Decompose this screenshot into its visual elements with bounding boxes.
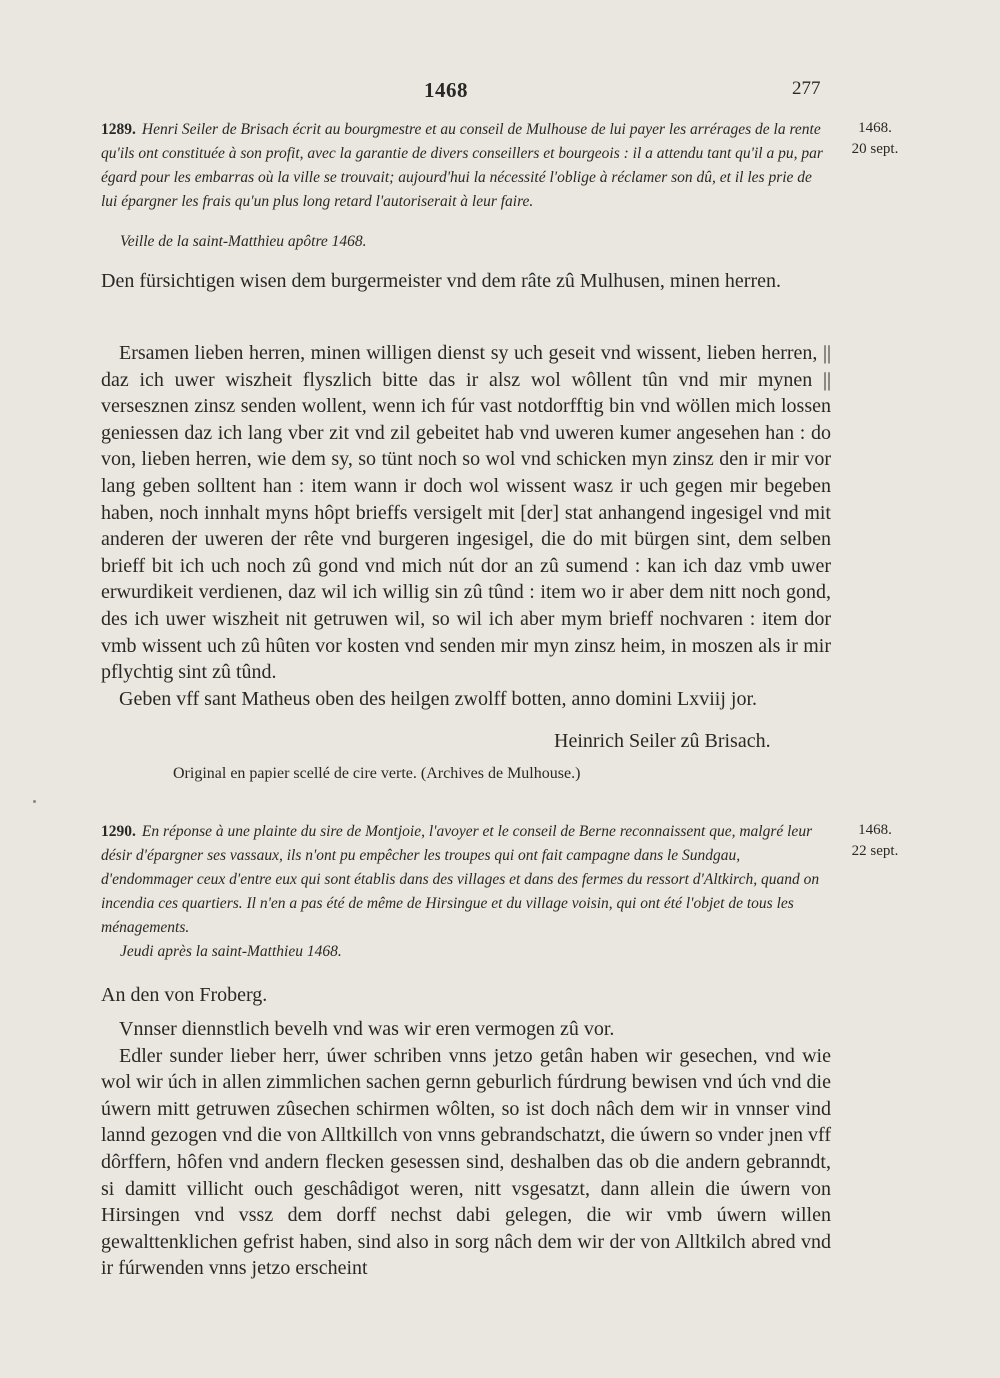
- entry-1289-signature: Heinrich Seiler zû Brisach.: [554, 730, 771, 752]
- page-speck: [33, 800, 36, 803]
- margin-date-1289: [842, 118, 908, 160]
- letter-body: Edler sunder lieber herr, úwer schriben vnns jetzo getân haben wir gesechen, vnd wie wol wir úch in allen zimmlichen sachen gernn geburlich fúrdrung bewisen vnd úch vnd die úwern mitt getruwen zûsechen schirmen wôlten, so ist doch nâch dem wir in vnnser vind lannd gezogen vnd die von Alltkillch von vnns gebrandschatzt, die úwern so vnder jnen vff dôrffern, hôfen vnd andern flecken gesessen sind, deshalben das ob die andern gebranndt, si damitt villicht ouch geschâdigot weren, nitt vsgesatzt, dann allein die úwern von Hirsingen vnd vssz dem dorff nechst dabi gelegen, die wir vmb úwern willen gewalttenklichen gefrist haben, sind also in sorg nâch dem wir der von Alltkilch abred vnd ir fúrwenden vnns jetzo erscheint: [101, 1044, 831, 1280]
- margin-year: 1468.: [858, 120, 892, 136]
- entry-1289-letter: [101, 340, 831, 712]
- entry-number: 1290.: [101, 823, 136, 840]
- margin-date-1290: [842, 820, 908, 862]
- letter-body: Ersamen lieben herren, minen willigen dienst sy uch geseit vnd wissent, lieben herren, || daz ich uwer wiszheit flyszlich bitte das ir alsz wol wôllent tûn vnd mir mynen || versesznen zinsz senden wollent, wenn ich fúr vast notdorfftig bin vnd wöllen mich lossen geniessen daz ich lang vber zit vnd zil gebeitet hab vnd uweren kumer angesehen han : do von, lieben herren, wie dem sy, so tünt noch so wol vnd schicken myn zinsz den ir mir vor lang geben solltent han : item wann ir doch wol wissent wasz ir uch gegen mir begeben haben, noch innhalt myns hôpt brieffs versigelt mit [der] stat anhangend ingesigel vnd mit anderen der uweren der rête vnd burgeren ingesigel, die do mit bürgen sint, dem selben brieff bit ich uch noch zû gond vnd mich nút dor an zû sumend : kan ich daz vmb uwer erwurdikeit verdienen, daz wil ich willig sin zû tûnd : item wo ir aber dem nitt noch gond, des ich uwer wiszheit nit getruwen wil, so wil ich aber mym brieff nochvaren : item dor vmb wissent uch zû hûten vor kosten vnd senden mir myn zinsz heim, in moszen als ir mir pflychtig sint zû tûnd.: [101, 342, 831, 684]
- summary-text: Henri Seiler de Brisach écrit au bourgmestre et au conseil de Mulhouse de lui payer les arrérages de la rente qu'ils ont constituée à son profit, avec la garantie de divers conseillers et bourgeois : il a attendu tant qu'il a pu, par égard pour les embarras où la ville se trouvait; aujourd'hui la nécessité l'oblige à réclamer son dû, et il les prie de lui épargner les frais qu'un plus long retard l'autoriserait à leur faire.: [101, 121, 823, 210]
- letter-closing: Geben vff sant Matheus oben des heilgen zwolff botten, anno domini Lxviij jor.: [119, 687, 758, 710]
- margin-year: 1468.: [858, 822, 892, 838]
- summary-text: En réponse à une plainte du sire de Montjoie, l'avoyer et le conseil de Berne reconnaissent que, malgré leur désir d'épargner ses vassaux, ils n'ont pu empêcher les troupes qui ont fait campagne dans le Sundgau, d'endommager ceux d'entre eux qui sont établis dans des villages et dans des fermes du ressort d'Altkirch, quand on incendia ces quartiers. Il n'en a pas été de même de Hirsingue et du village voisin, qui ont été l'objet de tous les ménagements.: [101, 823, 820, 936]
- entry-1289-source: Original en papier scellé de cire verte. (Archives de Mulhouse.): [173, 765, 581, 782]
- running-header-year: 1468: [424, 78, 468, 102]
- entry-1290-letter: [101, 1016, 831, 1282]
- entry-1289-summary: [101, 118, 831, 214]
- entry-1289-address: Den fürsichtigen wisen dem burgermeister vnd dem râte zû Mulhusen, minen herren.: [101, 270, 781, 292]
- margin-day: 20 sept.: [851, 141, 899, 157]
- entry-1290-summary: [101, 820, 831, 940]
- entry-1290-date: Jeudi après la saint-Matthieu 1468.: [120, 943, 342, 960]
- entry-number: 1289.: [101, 121, 136, 138]
- entry-1290-address: An den von Froberg.: [101, 984, 268, 1006]
- page-number: 277: [792, 78, 821, 99]
- entry-1289-date: Veille de la saint-Matthieu apôtre 1468.: [120, 233, 367, 250]
- letter-salutation: Vnnser diennstlich bevelh vnd was wir eren vermogen zû vor.: [119, 1018, 615, 1040]
- margin-day: 22 sept.: [851, 843, 899, 859]
